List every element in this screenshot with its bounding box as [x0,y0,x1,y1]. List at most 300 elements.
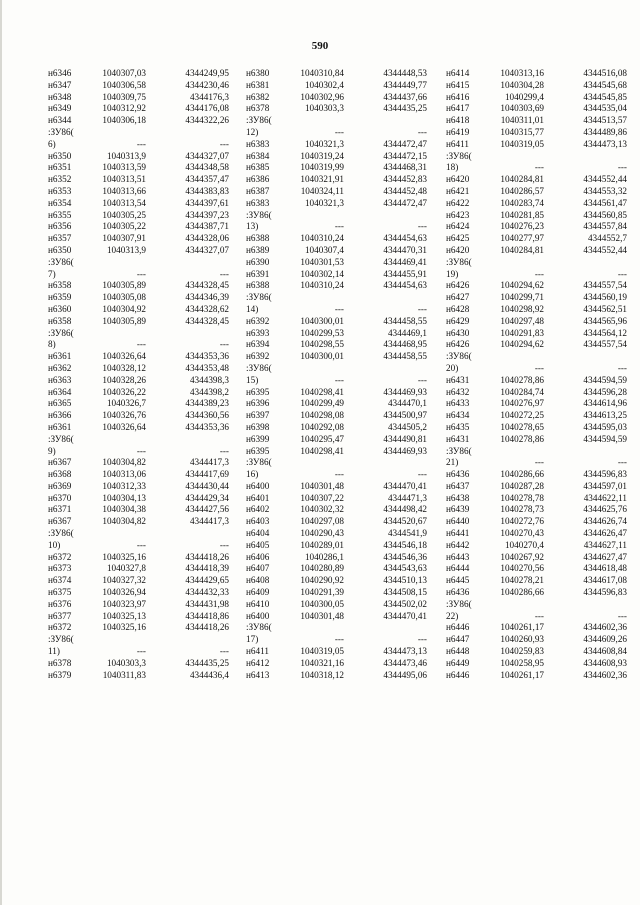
point-name: :ЗУ86( [48,256,74,267]
x-coordinate: 1040313,54 [102,197,146,208]
x-coordinate: 1040306,58 [102,79,146,90]
y-coordinate: 4344608,84 [583,646,627,657]
x-coordinate: 1040300,05 [300,598,344,609]
y-coordinate: 4344470,41 [383,610,427,621]
point-name: н6354 [48,197,72,208]
x-coordinate: --- [534,610,544,621]
point-name: н6406 [246,551,270,562]
y-coordinate: 4344429,34 [185,492,229,503]
y-coordinate: 4344468,95 [383,339,427,350]
y-coordinate: 4344328,62 [185,303,229,314]
point-name: :ЗУ86( [48,634,74,645]
point-name: н6444 [446,563,470,574]
y-coordinate: 4344557,84 [583,221,627,232]
point-name: 22) [446,610,459,621]
x-coordinate: 1040276,97 [500,398,544,409]
y-coordinate: 4344557,54 [583,339,627,350]
point-name: н6440 [446,516,470,527]
point-name: 14) [246,303,259,314]
point-name: н6428 [446,303,470,314]
y-coordinate: 4344627,47 [583,551,627,562]
point-name: н6432 [446,386,470,397]
x-coordinate: 1040260,93 [500,634,544,645]
point-name: :ЗУ86( [48,433,74,444]
x-coordinate: 1040321,3 [304,197,344,208]
x-coordinate: 1040267,92 [500,551,544,562]
y-coordinate: 4344389,23 [185,398,229,409]
y-coordinate: 4344520,67 [383,516,427,527]
y-coordinate: 4344622,11 [583,492,627,503]
y-coordinate: 4344437,66 [383,91,427,102]
point-name: н6430 [446,327,470,338]
y-coordinate: 4344360,56 [185,410,229,421]
x-coordinate: 1040284,74 [500,386,544,397]
point-name: н6436 [446,469,470,480]
point-name: н6386 [246,174,270,185]
point-name: н6411 [246,646,269,657]
point-name: 11) [48,646,60,657]
x-coordinate: 1040286,66 [500,469,544,480]
y-coordinate: 4344473,13 [383,646,427,657]
x-coordinate: 1040303,69 [500,103,544,114]
point-name: н6344 [48,115,72,126]
point-name: н6429 [446,315,470,326]
x-coordinate: 1040302,96 [300,91,344,102]
x-coordinate: 1040307,03 [102,68,146,78]
point-name: н6415 [446,79,470,90]
y-coordinate: 4344560,19 [583,292,627,303]
point-name: н6381 [246,79,270,90]
point-name: н6434 [446,410,470,421]
point-name: 9) [48,445,56,456]
y-coordinate: 4344535,04 [583,103,627,114]
point-name: н6441 [446,528,470,539]
y-coordinate: 4344553,32 [583,185,627,196]
x-coordinate: 1040289,01 [300,539,344,550]
y-coordinate: 4344470,31 [383,244,427,255]
x-coordinate: --- [136,445,146,456]
point-name: н6377 [48,610,72,621]
point-name: н6446 [446,622,470,633]
y-coordinate: --- [617,457,627,468]
y-coordinate: 4344418,26 [185,551,229,562]
point-name: н6435 [446,421,470,432]
x-coordinate: 1040319,99 [300,162,344,173]
y-coordinate: 4344436,4 [189,669,229,680]
x-coordinate: 1040313,06 [102,469,146,480]
point-name: н6420 [446,174,470,185]
point-name: н6439 [446,504,470,515]
x-coordinate: 1040299,53 [300,327,344,338]
point-name: н6402 [246,504,270,515]
point-name: н6350 [48,244,72,255]
x-coordinate: --- [334,126,344,137]
x-coordinate: 1040298,55 [300,339,344,350]
y-coordinate: 4344543,63 [383,563,427,574]
y-coordinate: 4344449,77 [383,79,427,90]
point-name: н6394 [246,339,270,350]
point-name: н6348 [48,91,72,102]
x-coordinate: 1040291,83 [500,327,544,338]
page-left-edge [0,0,2,905]
y-coordinate: 4344546,36 [383,551,427,562]
y-coordinate: --- [617,162,627,173]
y-coordinate: 4344609,26 [583,634,627,645]
point-name: н6425 [446,233,470,244]
y-coordinate: 4344455,91 [383,268,427,279]
point-name: н6374 [48,575,72,586]
x-coordinate: 1040304,92 [102,303,146,314]
y-coordinate: 4344469,93 [383,445,427,456]
point-name: н6413 [246,669,270,680]
y-coordinate: 4344473,46 [383,657,427,668]
y-coordinate: 4344327,07 [185,150,229,161]
point-name: н6424 [446,221,470,232]
point-name: :ЗУ86( [246,457,272,468]
x-coordinate: 1040272,76 [500,516,544,527]
y-coordinate: 4344596,28 [583,386,627,397]
point-name: н6409 [246,587,270,598]
point-name: н6395 [246,445,270,456]
y-coordinate: 4344417,69 [185,469,229,480]
point-name: н6411 [446,138,469,149]
point-name: н6352 [48,174,72,185]
x-coordinate: 1040310,24 [300,233,344,244]
y-coordinate: 4344627,11 [583,539,627,550]
x-coordinate: 1040325,13 [102,610,146,621]
y-coordinate: 4344510,13 [383,575,427,586]
point-name: н6376 [48,598,72,609]
y-coordinate: 4344469,93 [383,386,427,397]
point-name: н6400 [246,610,270,621]
x-coordinate: 1040280,89 [300,563,344,574]
x-coordinate: 1040278,86 [500,374,544,385]
point-name: 8) [48,339,56,350]
x-coordinate: 1040326,22 [102,386,146,397]
x-coordinate: 1040324,11 [300,185,344,196]
x-coordinate: --- [136,646,146,657]
point-name: н6369 [48,480,72,491]
y-coordinate: --- [417,634,427,645]
x-coordinate: 1040319,05 [500,138,544,149]
point-name: н6388 [246,233,270,244]
y-coordinate: 4344561,47 [583,197,627,208]
point-name: н6400 [246,480,270,491]
x-coordinate: 1040278,65 [500,421,544,432]
y-coordinate: 4344625,76 [583,504,627,515]
y-coordinate: 4344435,25 [383,103,427,114]
x-coordinate: --- [534,362,544,373]
point-name: :ЗУ86( [48,528,74,539]
point-name: н6379 [48,669,72,680]
y-coordinate: --- [417,221,427,232]
y-coordinate: 4344552,44 [583,244,627,255]
point-name: 6) [48,138,56,149]
y-coordinate: 4344346,39 [185,292,229,303]
point-name: н6399 [246,433,270,444]
y-coordinate: 4344353,36 [185,421,229,432]
y-coordinate: 4344508,15 [383,587,427,598]
x-coordinate: 1040300,01 [300,351,344,362]
point-name: н6356 [48,221,72,232]
x-coordinate: 1040304,13 [102,492,146,503]
y-coordinate: 4344383,83 [185,185,229,196]
x-coordinate: 1040318,12 [300,669,344,680]
y-coordinate: 4344613,25 [583,410,627,421]
y-coordinate: 4344608,93 [583,657,627,668]
point-name: 17) [246,634,259,645]
x-coordinate: 1040311,01 [500,115,544,126]
x-coordinate: 1040284,81 [500,244,544,255]
x-coordinate: 1040307,22 [300,492,344,503]
y-coordinate: 4344230,46 [185,79,229,90]
point-name: н6392 [246,315,270,326]
x-coordinate: 1040272,25 [500,410,544,421]
x-coordinate: 1040326,7 [106,398,146,409]
y-coordinate: --- [219,138,229,149]
point-name: н6401 [246,492,270,503]
x-coordinate: 1040304,38 [102,504,146,515]
y-coordinate: 4344489,86 [583,126,627,137]
y-coordinate: 4344505,2 [387,421,427,432]
x-coordinate: 1040305,89 [102,280,146,291]
point-name: н6426 [446,339,470,350]
point-name: :ЗУ86( [246,115,272,126]
x-coordinate: 1040312,92 [102,103,146,114]
point-name: н6358 [48,280,72,291]
x-coordinate: 1040298,92 [500,303,544,314]
point-name: н6346 [48,68,72,78]
x-coordinate: --- [334,469,344,480]
y-coordinate: --- [219,646,229,657]
y-coordinate: 4344387,71 [185,221,229,232]
x-coordinate: 1040270,56 [500,563,544,574]
x-coordinate: 1040319,05 [300,646,344,657]
y-coordinate: 4344431,98 [185,598,229,609]
point-name: н6437 [446,480,470,491]
y-coordinate: 4344398,3 [189,374,229,385]
x-coordinate: 1040276,23 [500,221,544,232]
y-coordinate: 4344552,7 [587,233,627,244]
point-name: н6420 [446,244,470,255]
y-coordinate: 4344452,48 [383,185,427,196]
x-coordinate: 1040278,73 [500,504,544,515]
y-coordinate: 4344452,83 [383,174,427,185]
y-coordinate: 4344432,33 [185,587,229,598]
y-coordinate: 4344562,51 [583,303,627,314]
x-coordinate: 1040321,16 [300,657,344,668]
point-name: н6438 [446,492,470,503]
x-coordinate: 1040326,64 [102,421,146,432]
point-name: н6427 [446,292,470,303]
x-coordinate: 1040292,08 [300,421,344,432]
point-name: н6421 [446,185,470,196]
x-coordinate: 1040319,24 [300,150,344,161]
x-coordinate: 1040305,08 [102,292,146,303]
x-coordinate: 1040321,91 [300,174,344,185]
y-coordinate: 4344614,96 [583,398,627,409]
y-coordinate: --- [219,268,229,279]
x-coordinate: 1040313,51 [102,174,146,185]
point-name: н6419 [446,126,470,137]
x-coordinate: 1040326,94 [102,587,146,598]
y-coordinate: --- [417,374,427,385]
point-name: н6433 [446,398,470,409]
point-name: 18) [446,162,459,173]
point-name: :ЗУ86( [446,256,472,267]
x-coordinate: 1040298,41 [300,445,344,456]
point-name: н6353 [48,185,72,196]
point-name: н6417 [446,103,470,114]
point-name: н6373 [48,563,72,574]
point-name: н6349 [48,103,72,114]
x-coordinate: 1040310,24 [300,280,344,291]
point-name: 16) [246,469,259,480]
x-coordinate: --- [334,221,344,232]
x-coordinate: 1040278,86 [500,433,544,444]
y-coordinate: 4344596,83 [583,469,627,480]
y-coordinate: 4344418,39 [185,563,229,574]
point-name: н6370 [48,492,72,503]
x-coordinate: 1040311,83 [102,669,146,680]
x-coordinate: 1040261,17 [500,622,544,633]
x-coordinate: 1040301,53 [300,256,344,267]
point-name: н6351 [48,162,72,173]
y-coordinate: 4344470,41 [383,480,427,491]
y-coordinate: 4344249,95 [185,68,229,78]
x-coordinate: --- [334,374,344,385]
x-coordinate: 1040290,92 [300,575,344,586]
point-name: н6445 [446,575,470,586]
y-coordinate: 4344472,47 [383,138,427,149]
point-name: 20) [446,362,459,373]
x-coordinate: 1040313,66 [102,185,146,196]
x-coordinate: 1040291,39 [300,587,344,598]
point-name: н6393 [246,327,270,338]
y-coordinate: 4344328,45 [185,280,229,291]
x-coordinate: --- [136,339,146,350]
point-name: :ЗУ86( [246,362,272,373]
y-coordinate: --- [617,362,627,373]
y-coordinate: 4344516,08 [583,68,627,78]
point-name: н6448 [446,646,470,657]
x-coordinate: 1040305,89 [102,315,146,326]
point-name: н6408 [246,575,270,586]
point-name: н6365 [48,398,72,409]
point-name: н6431 [446,433,470,444]
y-coordinate: 4344398,2 [189,386,229,397]
point-name: :ЗУ86( [48,327,74,338]
x-coordinate: 1040302,14 [300,268,344,279]
x-coordinate: 1040258,95 [500,657,544,668]
point-name: н6446 [446,669,470,680]
point-name: н6388 [246,280,270,291]
x-coordinate: 1040299,4 [504,91,544,102]
x-coordinate: 1040326,76 [102,410,146,421]
point-name: н6375 [48,587,72,598]
x-coordinate: 1040302,32 [300,504,344,515]
point-name: н6436 [446,587,470,598]
point-name: н6389 [246,244,270,255]
x-coordinate: 1040299,71 [500,292,544,303]
x-coordinate: 1040290,43 [300,528,344,539]
point-name: н6360 [48,303,72,314]
y-coordinate: 4344472,47 [383,197,427,208]
point-name: н6403 [246,516,270,527]
x-coordinate: 1040305,22 [102,221,146,232]
x-coordinate: 1040281,85 [500,209,544,220]
y-coordinate: 4344617,08 [583,575,627,586]
point-name: н6367 [48,516,72,527]
x-coordinate: 1040309,75 [102,91,146,102]
x-coordinate: 1040301,48 [300,610,344,621]
x-coordinate: 1040325,16 [102,622,146,633]
point-name: :ЗУ86( [446,598,472,609]
point-name: 7) [48,268,56,279]
x-coordinate: 1040305,25 [102,209,146,220]
y-coordinate: 4344427,56 [185,504,229,515]
y-coordinate: 4344353,48 [185,362,229,373]
point-name: н6355 [48,209,72,220]
x-coordinate: 1040310,84 [300,68,344,78]
y-coordinate: 4344418,26 [185,622,229,633]
y-coordinate: 4344473,13 [583,138,627,149]
y-coordinate: 4344328,06 [185,233,229,244]
point-name: 19) [446,268,459,279]
point-name: н6395 [246,386,270,397]
point-name: н6449 [446,657,470,668]
point-name: н6398 [246,421,270,432]
point-name: н6397 [246,410,270,421]
x-coordinate: 1040286,1 [304,551,344,562]
y-coordinate: --- [417,126,427,137]
y-coordinate: 4344626,74 [583,516,627,527]
x-coordinate: 1040325,16 [102,551,146,562]
y-coordinate: 4344454,63 [383,280,427,291]
x-coordinate: 1040297,48 [500,315,544,326]
point-name: н6404 [246,528,270,539]
y-coordinate: --- [617,268,627,279]
y-coordinate: 4344328,45 [185,315,229,326]
x-coordinate: 1040312,33 [102,480,146,491]
point-name: н6392 [246,351,270,362]
y-coordinate: 4344327,07 [185,244,229,255]
point-name: н6350 [48,150,72,161]
point-name: н6384 [246,150,270,161]
x-coordinate: 1040313,59 [102,162,146,173]
y-coordinate: 4344435,25 [185,657,229,668]
x-coordinate: 1040299,49 [300,398,344,409]
point-name: н6422 [446,197,470,208]
x-coordinate: --- [136,539,146,550]
y-coordinate: 4344500,97 [383,410,427,421]
x-coordinate: 1040313,16 [500,68,544,78]
point-name: н6362 [48,362,72,373]
y-coordinate: --- [417,469,427,480]
y-coordinate: 4344348,58 [185,162,229,173]
point-name: н6378 [246,103,270,114]
y-coordinate: 4344597,01 [583,480,627,491]
y-coordinate: 4344357,47 [185,174,229,185]
y-coordinate: 4344458,55 [383,351,427,362]
x-coordinate: 1040259,83 [500,646,544,657]
y-coordinate: 4344397,23 [185,209,229,220]
x-coordinate: 1040303,3 [304,103,344,114]
point-name: н6371 [48,504,72,515]
y-coordinate: 4344564,12 [583,327,627,338]
y-coordinate: 4344626,47 [583,528,627,539]
point-name: :ЗУ86( [246,209,272,220]
